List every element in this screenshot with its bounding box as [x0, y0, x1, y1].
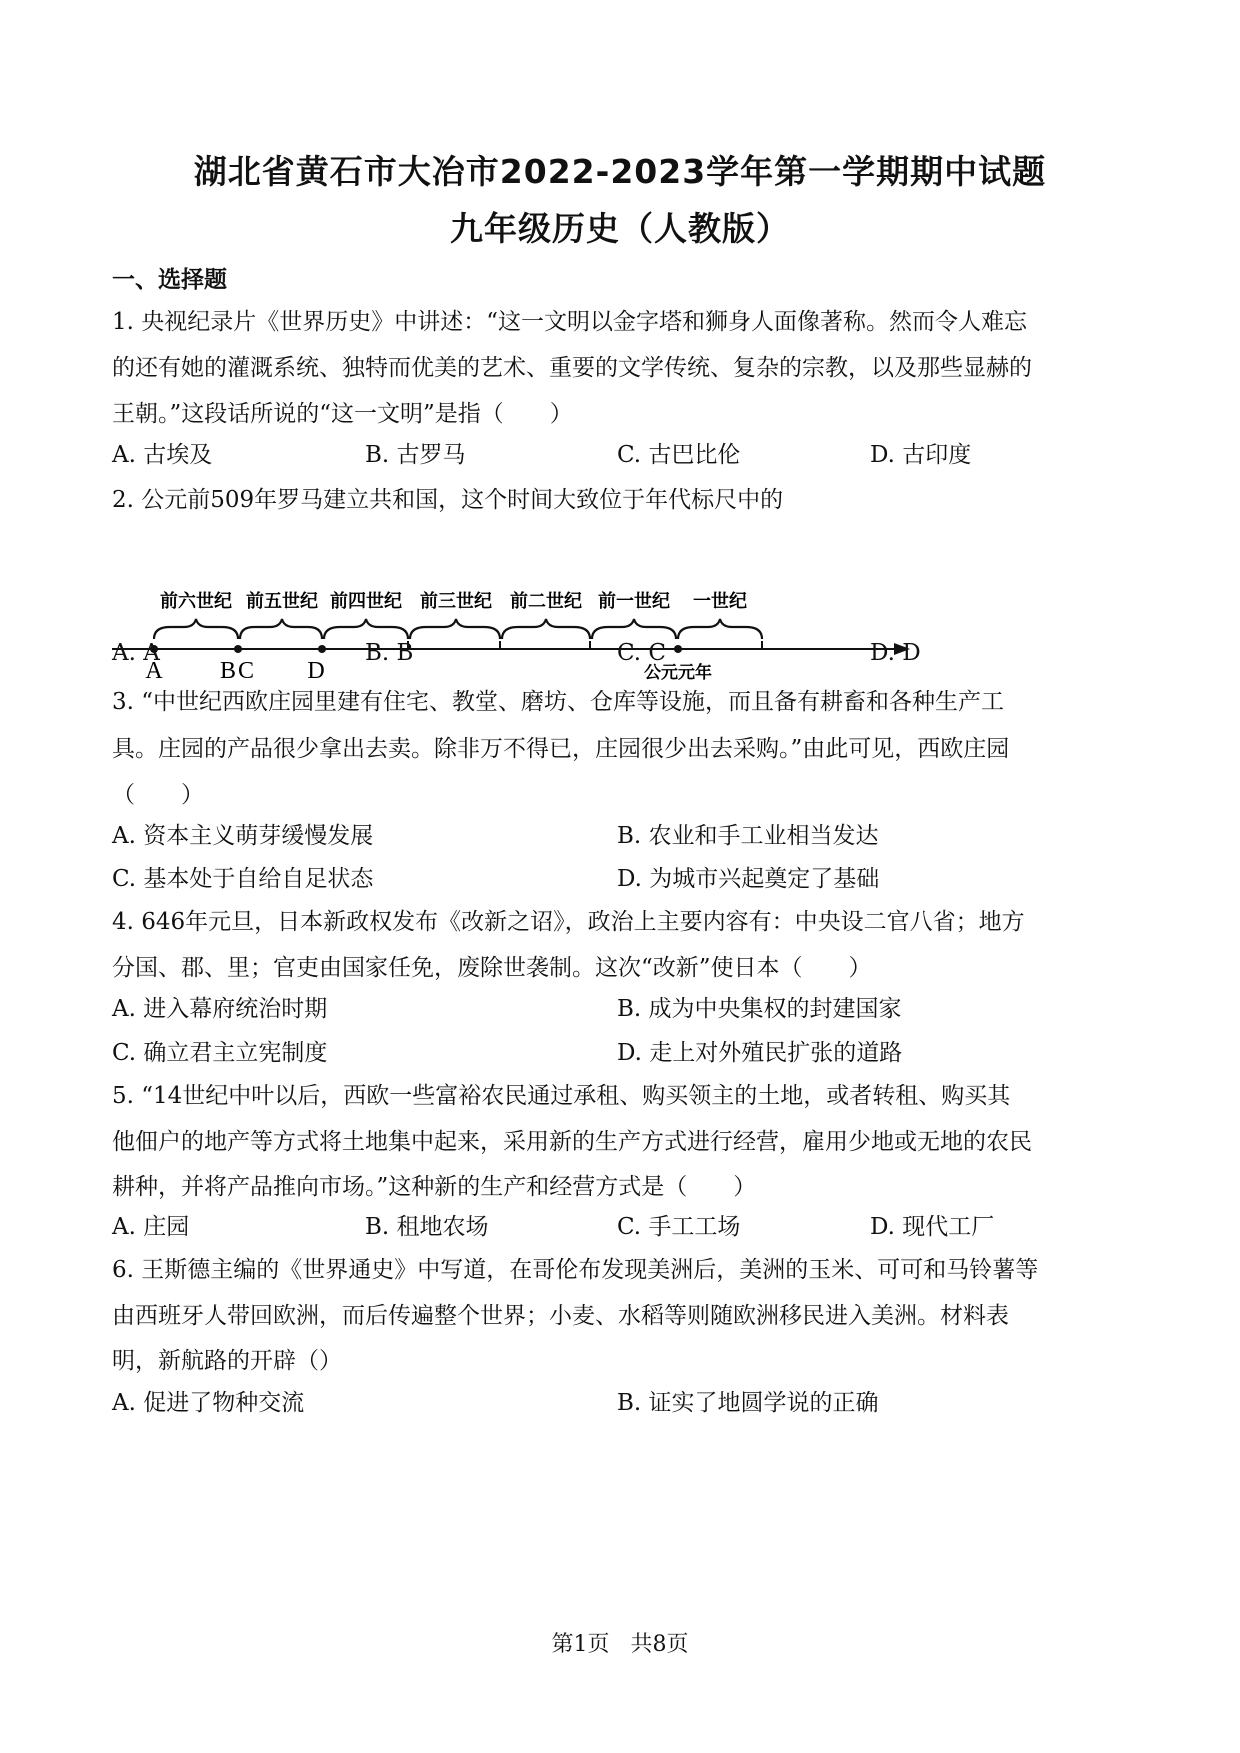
- question-5-option-c: C. 手工工场: [617, 1214, 741, 1240]
- century-label-2: 前五世纪: [246, 591, 318, 612]
- question-3-line-3: （ ）: [112, 782, 204, 808]
- section-heading: 一、选择题: [112, 267, 227, 293]
- timeline-epoch-label: 公元元年: [644, 663, 712, 683]
- question-4-option-a: A. 进入幕府统治时期: [112, 996, 328, 1022]
- question-4-line-2: 分国、郡、里；官吏由国家任免，废除世袭制。这次“改新”使日本（ ）: [112, 955, 872, 981]
- timeline-label-c: C: [237, 658, 255, 684]
- question-4-option-d: D. 走上对外殖民扩张的道路: [617, 1040, 903, 1066]
- century-label-4: 前三世纪: [420, 591, 492, 612]
- century-label-5: 前二世纪: [510, 591, 582, 612]
- century-label-6: 前一世纪: [598, 591, 670, 612]
- question-2-option-c: C. C: [617, 640, 666, 666]
- century-label-3: 前四世纪: [330, 591, 402, 612]
- question-3-option-c: C. 基本处于自给自足状态: [112, 866, 374, 892]
- question-5-line-2: 他佃户的地产等方式将土地集中起来，采用新的生产方式进行经营，雇用少地或无地的农民: [112, 1129, 1032, 1155]
- timeline-label-b: B: [219, 658, 237, 684]
- question-2-option-d: D. D: [870, 640, 921, 666]
- question-2-option-a: A. A: [112, 640, 160, 666]
- brace-century-2: [240, 619, 322, 639]
- question-4-option-b: B. 成为中央集权的封建国家: [617, 996, 902, 1022]
- question-1-line-2: 的还有她的灌溉系统、独特而优美的艺术、重要的文学传统、复杂的宗教，以及那些显赫的: [112, 355, 1032, 381]
- question-3-option-b: B. 农业和手工业相当发达: [617, 823, 879, 849]
- question-5-option-a: A. 庄园: [112, 1214, 190, 1240]
- brace-century-5: [502, 619, 590, 639]
- century-label-7: 一世纪: [693, 591, 747, 612]
- question-6-line-3: 明，新航路的开辟（）: [112, 1348, 342, 1374]
- question-1-option-c: C. 古巴比伦: [617, 442, 741, 468]
- question-3-line-2: 具。庄园的产品很少拿出去卖。除非万不得已，庄园很少出去采购。”由此可见，西欧庄园: [112, 736, 1010, 762]
- question-2-line-1: 2. 公元前509年罗马建立共和国，这个时间大致位于年代标尺中的: [112, 487, 784, 513]
- question-5-option-b: B. 租地农场: [365, 1214, 489, 1240]
- question-6-line-1: 6. 王斯德主编的《世界通史》中写道，在哥伦布发现美洲后，美洲的玉米、可可和马铃薯等: [112, 1257, 1039, 1283]
- question-1-line-1: 1. 央视纪录片《世界历史》中讲述：“这一文明以金字塔和狮身人面像著称。然而令人难忘: [112, 309, 1028, 335]
- timeline-ruler: [110, 580, 910, 690]
- timeline-label-a: A: [145, 658, 163, 684]
- brace-century-6: [592, 619, 676, 639]
- brace-century-7: [678, 619, 762, 639]
- question-6-line-2: 由西班牙人带回欧洲，而后传遍整个世界；小麦、水稻等则随欧洲移民进入美洲。材料表: [112, 1303, 1009, 1329]
- timeline-point-bc: [234, 645, 242, 653]
- brace-century-4: [410, 619, 500, 639]
- question-5-option-d: D. 现代工厂: [870, 1214, 995, 1240]
- exam-title: 湖北省黄石市大冶市2022-2023学年第一学期期中试题: [193, 152, 1047, 191]
- question-1-option-a: A. 古埃及: [112, 442, 213, 468]
- question-1-option-d: D. 古印度: [870, 442, 972, 468]
- question-6-option-a: A. 促进了物种交流: [112, 1390, 305, 1416]
- question-5-line-3: 耕种，并将产品推向市场。”这种新的生产和经营方式是（ ）: [112, 1174, 757, 1200]
- question-4-line-1: 4. 646年元旦，日本新政权发布《改新之诏》，政治上主要内容有：中央设二官八省；地方: [112, 909, 1025, 935]
- exam-subtitle: 九年级历史（人教版）: [450, 209, 790, 248]
- question-5-line-1: 5. “14世纪中叶以后，西欧一些富裕农民通过承租、购买领主的土地，或者转租、购买其: [112, 1083, 1011, 1109]
- question-4-option-c: C. 确立君主立宪制度: [112, 1040, 328, 1066]
- page-footer: 第1页 共8页: [551, 1632, 689, 1657]
- question-6-option-b: B. 证实了地圆学说的正确: [617, 1390, 879, 1416]
- question-3-line-1: 3. “中世纪西欧庄园里建有住宅、教堂、磨坊、仓库等设施，而且备有耕畜和各种生产工: [112, 689, 1005, 715]
- question-1-line-3: 王朝。”这段话所说的“这一文明”是指（ ）: [112, 401, 573, 427]
- timeline-point-epoch: [674, 645, 682, 653]
- question-3-option-a: A. 资本主义萌芽缓慢发展: [112, 823, 374, 849]
- question-3-option-d: D. 为城市兴起奠定了基础: [617, 866, 880, 892]
- brace-century-1: [154, 619, 238, 639]
- timeline-label-d: D: [307, 658, 325, 684]
- century-label-1: 前六世纪: [160, 591, 232, 612]
- brace-century-3: [324, 619, 408, 639]
- question-2-option-b: B. B: [365, 640, 414, 666]
- timeline-point-d: [318, 645, 326, 653]
- question-1-option-b: B. 古罗马: [365, 442, 466, 468]
